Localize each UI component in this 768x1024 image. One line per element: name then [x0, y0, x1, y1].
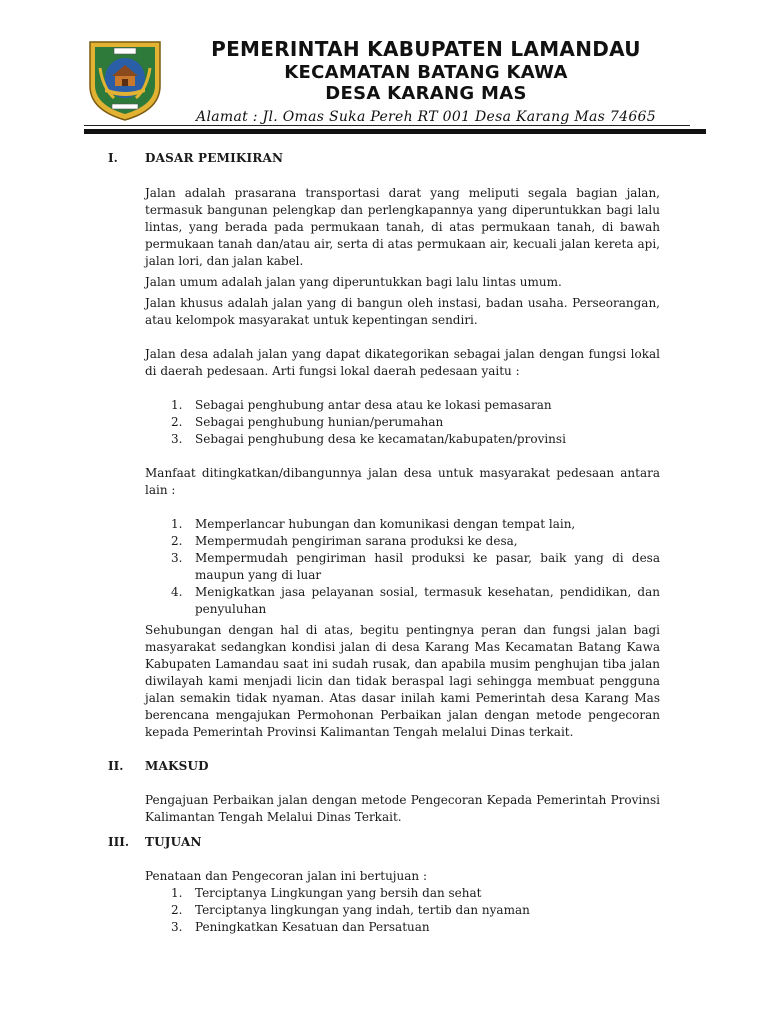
district-name: KECAMATAN BATANG KAWA [284, 62, 568, 83]
letterhead-divider-thick [84, 129, 706, 134]
list-number: 2. [171, 903, 183, 917]
numbered-list [145, 885, 660, 936]
section-title: DASAR PEMIKIRAN [145, 151, 284, 165]
list-item-text: Mempermudah pengiriman hasil produksi ke pasar, baik yang di desa maupun yang di luar [195, 551, 660, 582]
paragraph: Jalan khusus adalah jalan yang di bangun oleh instasi, badan usaha. Perseorangan, atau kelompok masyarakat untuk kepentingan sendiri. [145, 296, 660, 327]
list-item-text: Sebagai penghubung antar desa atau ke lokasi pemasaran [195, 398, 552, 412]
list-item [145, 550, 660, 584]
letterhead [0, 0, 768, 140]
paragraph: Jalan adalah prasarana transportasi darat yang meliputi segala bagian jalan, termasuk bangunan pelengkap dan perlengkapannya yang diperuntukkan bagi lalu lintas, yang berada pada permukaan tanah, di atas permukaan tanah, di bawah permukaan tanah dan/atau air, serta di atas permukaan air, kecuali jalan kereta api, jalan lori, dan jalan kabel. [145, 186, 660, 268]
document-body [0, 150, 768, 936]
section-heading [0, 834, 768, 851]
government-name: PEMERINTAH KABUPATEN LAMANDAU [211, 37, 641, 61]
section-title: MAKSUD [145, 759, 209, 773]
list-item [145, 516, 660, 533]
list-item-text: Terciptanya lingkungan yang indah, tertib dan nyaman [195, 903, 530, 917]
list-number: 3. [171, 920, 183, 934]
list-item [145, 584, 660, 618]
list-item [145, 414, 660, 431]
village-name: DESA KARANG MAS [325, 83, 527, 104]
section-number: III. [108, 835, 130, 849]
list-item [145, 902, 660, 919]
paragraph: Penataan dan Pengecoran jalan ini bertujuan : [145, 869, 427, 883]
section-heading [0, 758, 768, 775]
list-item [145, 919, 660, 936]
list-item-text: Mempermudah pengiriman sarana produksi ke desa, [195, 534, 518, 548]
list-number: 2. [171, 534, 183, 548]
paragraph: Sehubungan dengan hal di atas, begitu pentingnya peran dan fungsi jalan bagi masyarakat sedangkan kondisi jalan di desa Karang Mas Kecamatan Batang Kawa Kabupaten Lamandau saat ini sudah rusak, dan apabila musim penghujan tiba jalan diwilayah kami menjadi licin dan tidak beraspal lagi sehingga membuat pengguna jalan semakin tidak nyaman. Atas dasar inilah kami Pemerintah desa Karang Mas berencana mengajukan Permohonan Perbaikan jalan dengan metode pengecoran kepada Pemerintah Provinsi Kalimantan Tengah melalui Dinas terkait. [145, 623, 660, 739]
list-item [145, 533, 660, 550]
office-address: Alamat : Jl. Omas Suka Pereh RT 001 Desa Karang Mas 74665 [196, 109, 656, 125]
list-number: 2. [171, 415, 183, 429]
list-number: 4. [171, 585, 183, 599]
numbered-list [145, 516, 660, 618]
letterhead-text [176, 36, 676, 128]
section-heading [0, 150, 768, 167]
list-number: 1. [171, 398, 183, 412]
list-number: 3. [171, 551, 183, 565]
list-number: 1. [171, 517, 183, 531]
paragraph: Pengajuan Perbaikan jalan dengan metode Pengecoran Kepada Pemerintah Provinsi Kalimantan Tengah Melalui Dinas Terkait. [145, 793, 660, 824]
list-item [145, 397, 660, 414]
list-item-text: Peningkatkan Kesatuan dan Persatuan [195, 920, 430, 934]
letterhead-divider-thin [84, 125, 690, 126]
list-item-text: Terciptanya Lingkungan yang bersih dan sehat [195, 886, 482, 900]
section-number: I. [108, 151, 118, 165]
list-item-text: Memperlancar hubungan dan komunikasi dengan tempat lain, [195, 517, 576, 531]
regency-coat-of-arms-icon [84, 38, 166, 122]
paragraph: Manfaat ditingkatkan/dibangunnya jalan desa untuk masyarakat pedesaan antara lain : [145, 466, 660, 497]
paragraph: Jalan umum adalah jalan yang diperuntukkan bagi lalu lintas umum. [145, 275, 562, 289]
section-number: II. [108, 759, 124, 773]
list-item [145, 431, 660, 448]
paragraph: Jalan desa adalah jalan yang dapat dikategorikan sebagai jalan dengan fungsi lokal di daerah pedesaan. Arti fungsi lokal daerah pedesaan yaitu : [145, 347, 660, 378]
list-item [145, 885, 660, 902]
list-item-text: Sebagai penghubung desa ke kecamatan/kabupaten/provinsi [195, 432, 566, 446]
list-number: 1. [171, 886, 183, 900]
list-number: 3. [171, 432, 183, 446]
numbered-list [145, 397, 660, 448]
section-title: TUJUAN [145, 835, 202, 849]
list-item-text: Menigkatkan jasa pelayanan sosial, termasuk kesehatan, pendidikan, dan penyuluhan [195, 585, 660, 616]
list-item-text: Sebagai penghubung hunian/perumahan [195, 415, 444, 429]
